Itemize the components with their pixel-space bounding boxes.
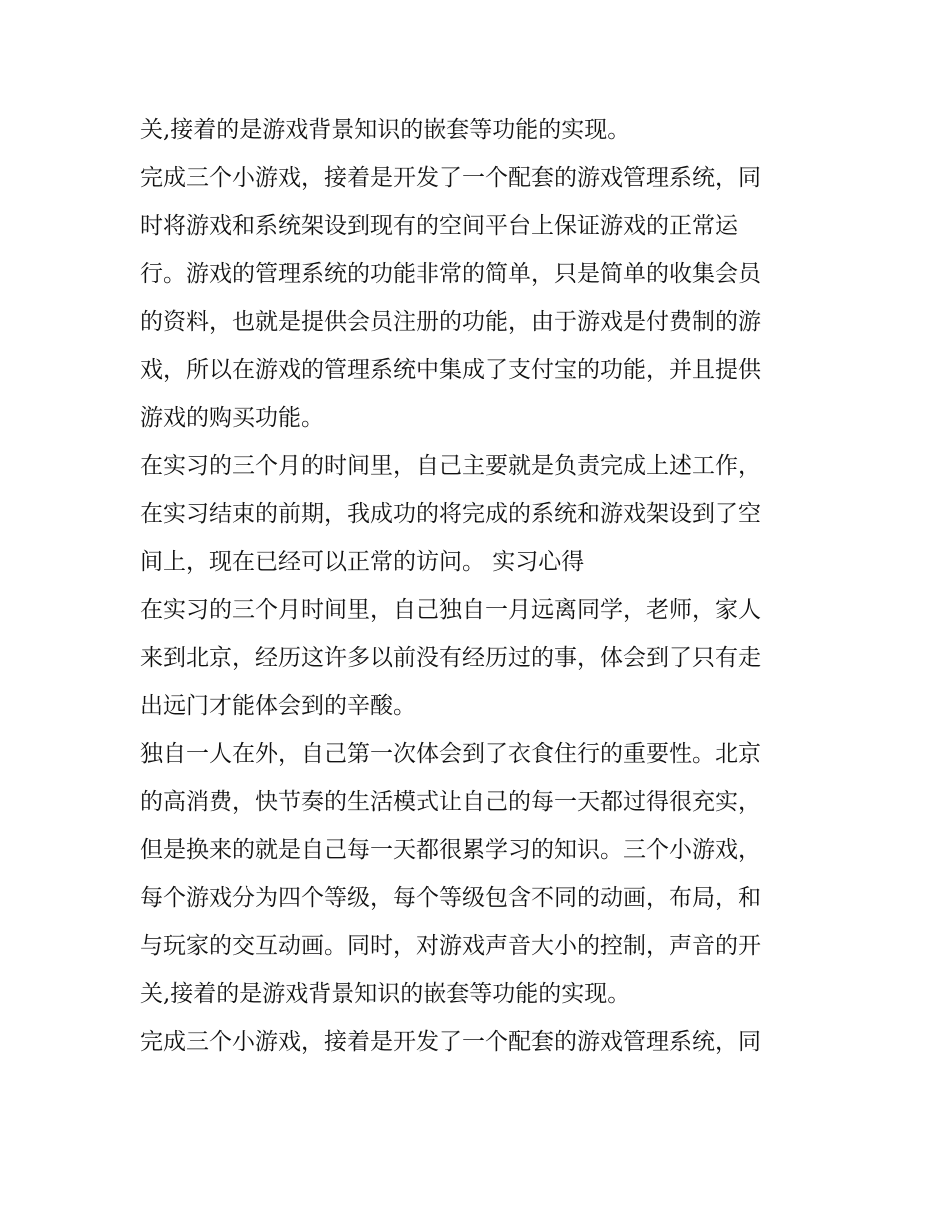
text-line: 行。游戏的管理系统的功能非常的简单，只是简单的收集会员 [140, 261, 761, 287]
text-line: 完成三个小游戏，接着是开发了一个配套的游戏管理系统，同 [140, 1029, 761, 1055]
text-line: 来到北京，经历这许多以前没有经历过的事，体会到了只有走 [140, 645, 761, 671]
text-line: 在实习的三个月时间里，自己独自一月远离同学，老师，家人 [140, 597, 761, 623]
text-line: 戏，所以在游戏的管理系统中集成了支付宝的功能，并且提供 [140, 357, 761, 383]
text-line: 关,接着的是游戏背景知识的嵌套等功能的实现。 [140, 981, 631, 1007]
text-line: 完成三个小游戏，接着是开发了一个配套的游戏管理系统，同 [140, 165, 761, 191]
body-text [140, 106, 820, 1066]
text-line: 独自一人在外，自己第一次体会到了衣食住行的重要性。北京 [140, 741, 761, 767]
text-line: 每个游戏分为四个等级，每个等级包含不同的动画，布局，和 [140, 885, 761, 911]
text-line: 但是换来的就是自己每一天都很累学习的知识。三个小游戏， [140, 837, 761, 863]
text-line: 间上，现在已经可以正常的访问。 实习心得 [140, 549, 585, 575]
text-line: 在实习结束的前期，我成功的将完成的系统和游戏架设到了空 [140, 501, 761, 527]
text-line: 在实习的三个月的时间里，自己主要就是负责完成上述工作， [140, 453, 761, 479]
text-line: 关,接着的是游戏背景知识的嵌套等功能的实现。 [140, 117, 631, 143]
text-line: 出远门才能体会到的辛酸。 [140, 693, 416, 719]
text-line: 时将游戏和系统架设到现有的空间平台上保证游戏的正常运 [140, 213, 738, 239]
text-line: 的高消费，快节奏的生活模式让自己的每一天都过得很充实， [140, 789, 761, 815]
text-line: 与玩家的交互动画。同时，对游戏声音大小的控制，声音的开 [140, 933, 761, 959]
text-line: 的资料，也就是提供会员注册的功能，由于游戏是付费制的游 [140, 309, 761, 335]
text-line: 游戏的购买功能。 [140, 405, 324, 431]
